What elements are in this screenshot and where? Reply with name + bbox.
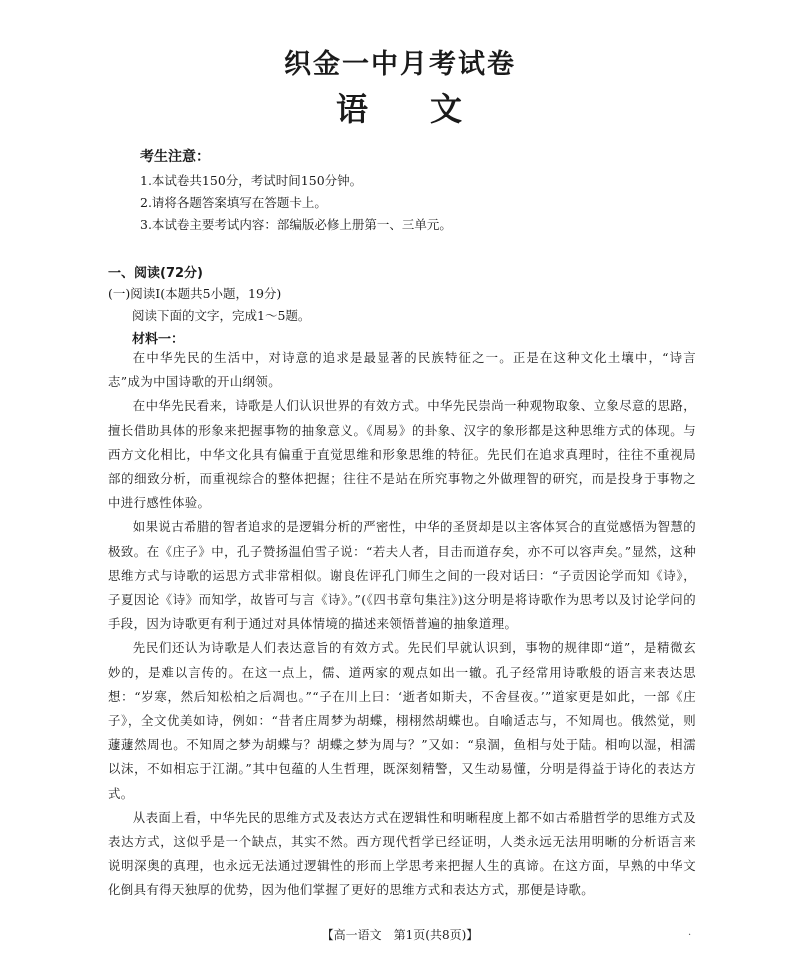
- passage-paragraph: 如果说古希腊的智者追求的是逻辑分析的严密性，中华的圣贤却是以主客体冥合的直觉感悟为智慧的极致。在《庄子》中，孔子赞扬温伯雪子说：“若夫人者，目击而道存矣，亦不可以容声矣。”显然，这种思维方式与诗歌的运思方式非常相似。谢良佐评孔门师生之间的一段对话曰：“子贡因论学而知《诗》，子夏因论《诗》而知学，故皆可与言《诗》。”(《四书章句集注》)这分明是将诗歌作为思考以及讨论学问的手段，因为诗歌更有利于通过对具体情境的描述来领悟普遍的抽象道理。: [108, 519, 696, 632]
- notice-item: 2.请将各题答案填写在答题卡上。: [140, 195, 327, 210]
- passage-paragraph: 在中华先民的生活中，对诗意的追求是最显著的民族特征之一。正是在这种文化土壤中，“诗言志”成为中国诗歌的开山纲领。: [108, 350, 696, 390]
- material-label: 材料一：: [132, 332, 185, 347]
- notice-heading: 考生注意：: [140, 149, 210, 165]
- candidate-notice: [140, 146, 452, 236]
- reading-passage: [108, 346, 696, 903]
- passage-paragraph: 从表面上看，中华先民的思维方式及表达方式在逻辑性和明晰程度上都不如古希腊哲学的思维方式及表达方式，这似乎是一个缺点，其实不然。西方现代哲学已经证明，人类永远无法用明晰的分析语言来说明深奥的真理，也永远无法通过逻辑性的形而上学思考来把握人生的真谛。在这方面，早熟的中华文化倒具有得天独厚的优势，因为他们掌握了更好的思维方式和表达方式，那便是诗歌。: [108, 809, 696, 898]
- notice-item: 1.本试卷共150分，考试时间150分钟。: [140, 173, 363, 188]
- corner-mark: ·: [688, 930, 692, 941]
- notice-item: 3.本试卷主要考试内容：部编版必修上册第一、三单元。: [140, 217, 452, 232]
- exam-title: 织金一中月考试卷: [284, 49, 516, 80]
- section-heading: 一、阅读(72分): [108, 266, 203, 281]
- passage-paragraph: 在中华先民看来，诗歌是人们认识世界的有效方式。中华先民崇尚一种观物取象、立象尽意的思路，擅长借助具体的形象来把握事物的抽象意义。《周易》的卦象、汉字的象形都是这种思维方式的体现。与西方文化相比，中华文化具有偏重于直觉思维和形象思维的特征。先民们在追求真理时，往往不重视局部的细致分析，而重视综合的整体把握；往往不是站在所究事物之外做理智的研究，而是投身于事物之中进行感性体验。: [108, 398, 696, 511]
- page-footer: 【高一语文 第1页(共8页)】: [321, 928, 479, 942]
- subject-title: [0, 84, 800, 130]
- passage-paragraph: 先民们还认为诗歌是人们表达意旨的有效方式。先民们早就认识到，事物的规律即“道”，是精微玄妙的，是难以言传的。在这一点上，儒、道两家的观点如出一辙。孔子经常用诗歌般的语言来表达思想：“岁寒，然后知松柏之后凋也。”“子在川上曰：‘逝者如斯夫，不舍昼夜。’”道家更是如此，一部《庄子》，全文优美如诗，例如：“昔者庄周梦为胡蝶，栩栩然胡蝶也。自喻适志与，不知周也。俄然觉，则蘧蘧然周也。不知周之梦为胡蝶与？胡蝶之梦为周与？”又如：“泉涸，鱼相与处于陆。相呴以湿，相濡以沫，不如相忘于江湖。”其中包蕴的人生哲理，既深刻精警，又生动易懂，分明是得益于诗化的表达方式。: [108, 640, 696, 801]
- sub-section-heading: (一)阅读Ⅰ(本题共5小题，19分): [108, 286, 282, 301]
- subject-char-1: 语: [335, 90, 370, 128]
- reading-instruction: 阅读下面的文字，完成1～5题。: [132, 308, 311, 323]
- subject-char-2: 文: [430, 90, 465, 128]
